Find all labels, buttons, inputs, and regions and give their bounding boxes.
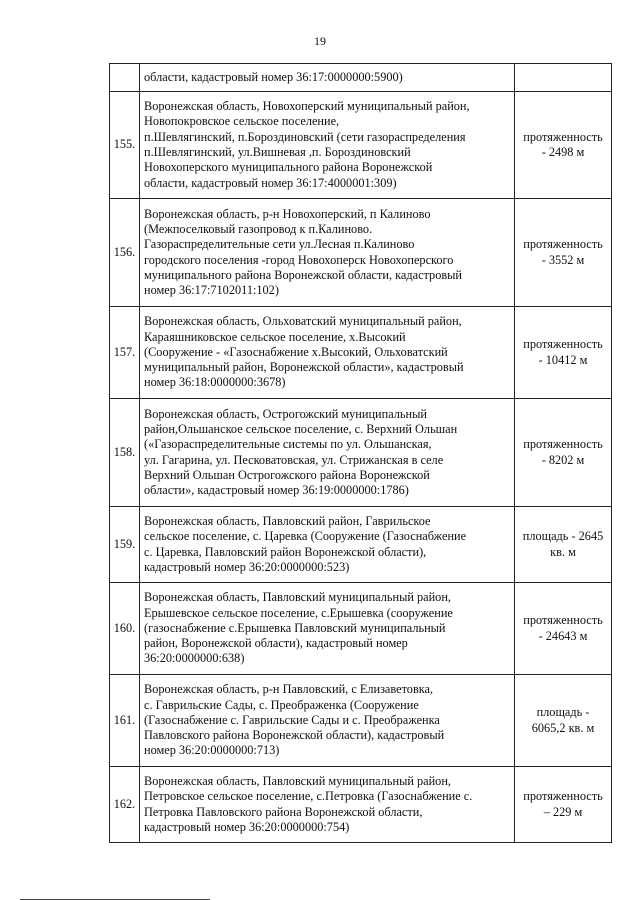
description-line: район, Воронежской области), кадастровый номер bbox=[144, 636, 408, 651]
object-measure bbox=[515, 675, 612, 767]
description-line: п.Шевлягинский, п.Бороздиновский (сети газораспределения bbox=[144, 129, 466, 144]
object-description bbox=[140, 64, 515, 92]
measure-line: протяженность bbox=[523, 437, 603, 452]
object-description bbox=[140, 583, 515, 675]
description-line: Петровка Павловского района Воронежской области, bbox=[144, 804, 423, 819]
row-number: 156. bbox=[110, 199, 140, 307]
description-line: с. Царевка, Павловский район Воронежской области), bbox=[144, 544, 427, 559]
page-number: 19 bbox=[314, 34, 326, 48]
description-line: Воронежская область, Ольховатский муниципальный район, bbox=[144, 314, 462, 329]
description-line: («Газораспределительные системы по ул. Ольшанская, bbox=[144, 437, 432, 452]
description-line: номер 36:20:0000000:713) bbox=[144, 743, 280, 758]
object-description bbox=[140, 399, 515, 507]
measure-line: протяженность bbox=[523, 129, 603, 144]
description-line: области, кадастровый номер 36:17:0000000:5900) bbox=[144, 69, 403, 84]
object-description bbox=[140, 675, 515, 767]
object-measure bbox=[515, 92, 612, 199]
measure-line: протяженность bbox=[523, 337, 603, 352]
description-line: 36:20:0000000:638) bbox=[144, 651, 245, 666]
measure-line: - 3552 м bbox=[541, 252, 585, 267]
description-line: район,Ольшанское сельское поселение, с. Верхний Ольшан bbox=[144, 421, 458, 436]
object-measure bbox=[515, 507, 612, 583]
row-number: 161. bbox=[110, 675, 140, 767]
object-description bbox=[140, 92, 515, 199]
measure-line: протяженность bbox=[523, 237, 603, 252]
description-line: (газоснабжение с.Ерышевка Павловский муниципальный bbox=[144, 620, 446, 635]
row-number: 157. bbox=[110, 307, 140, 399]
row-number: 160. bbox=[110, 583, 140, 675]
measure-line: – 229 м bbox=[543, 804, 583, 819]
description-line: Газораспределительные сети ул.Лесная п.Калиново bbox=[144, 237, 415, 252]
description-line: городского поселения -город Новохоперск Новохоперского bbox=[144, 252, 454, 267]
object-measure bbox=[515, 64, 612, 92]
table-row bbox=[110, 507, 612, 583]
description-line: (Межпоселковый газопровод к п.Калиново. bbox=[144, 221, 373, 236]
description-line: Воронежская область, р-н Новохоперский, п Калиново bbox=[144, 206, 431, 221]
row-number: 162. bbox=[110, 767, 140, 843]
description-line: муниципальный район, Воронежской области», кадастровый bbox=[144, 360, 464, 375]
object-measure bbox=[515, 399, 612, 507]
description-line: Новохоперского муниципального района Воронежской bbox=[144, 160, 433, 175]
description-line: (Сооружение - «Газоснабжение х.Высокий, Ольховатский bbox=[144, 344, 448, 359]
measure-line: кв. м bbox=[550, 544, 576, 559]
row-number: 155. bbox=[110, 92, 140, 199]
object-description bbox=[140, 307, 515, 399]
description-line: Воронежская область, Павловский муниципальный район, bbox=[144, 773, 451, 788]
table-body bbox=[110, 64, 612, 843]
description-line: Воронежская область, Острогожский муниципальный bbox=[144, 406, 427, 421]
object-measure bbox=[515, 199, 612, 307]
description-line: Воронежская область, Новохоперский муниципальный район, bbox=[144, 99, 470, 114]
description-line: (Газоснабжение с. Гаврильские Сады и с. Преображенка bbox=[144, 712, 440, 727]
measure-line: 6065,2 кв. м bbox=[531, 720, 595, 735]
measure-line: - 2498 м bbox=[541, 145, 585, 159]
measure-line: протяженность bbox=[523, 613, 603, 628]
measure-line: протяженность bbox=[523, 789, 603, 804]
description-line: кадастровый номер 36:20:0000000:754) bbox=[144, 819, 350, 834]
table-row bbox=[110, 307, 612, 399]
measure-line: - 24643 м bbox=[538, 628, 588, 643]
description-line: ул. Гагарина, ул. Песковатовская, ул. Стрижанская в селе bbox=[144, 452, 444, 467]
object-measure bbox=[515, 307, 612, 399]
row-number: 158. bbox=[110, 399, 140, 507]
description-line: области, кадастровый номер 36:17:4000001:309) bbox=[144, 175, 397, 190]
row-number: 159. bbox=[110, 507, 140, 583]
object-measure bbox=[515, 767, 612, 843]
table-row bbox=[110, 64, 612, 92]
table-row bbox=[110, 767, 612, 843]
description-line: Павловского района Воронежской области), кадастровый bbox=[144, 728, 445, 743]
table-row bbox=[110, 583, 612, 675]
row-number bbox=[110, 64, 140, 92]
description-line: области», кадастровый номер 36:19:0000000:1786) bbox=[144, 483, 409, 498]
description-line: Воронежская область, р-н Павловский, с Елизаветовка, bbox=[144, 682, 434, 697]
description-line: Воронежская область, Павловский район, Гаврильское bbox=[144, 513, 431, 528]
measure-line: - 10412 м bbox=[538, 352, 588, 367]
description-line: п.Шевлягинский, ул.Вишневая ,п. Бороздиновский bbox=[144, 145, 411, 159]
measure-line: площадь - bbox=[536, 705, 590, 720]
description-line: муниципального района Воронежской области, кадастровый bbox=[144, 267, 462, 282]
measure-line: площадь - 2645 bbox=[522, 529, 604, 544]
table-row bbox=[110, 92, 612, 199]
measure-line: - 8202 м bbox=[541, 452, 585, 467]
description-line: номер 36:17:7102011:102) bbox=[144, 283, 279, 298]
description-line: Ерышевское сельское поселение, с.Ерышевка (сооружение bbox=[144, 605, 453, 620]
description-line: сельское поселение, с. Царевка (Сооружение (Газоснабжение bbox=[144, 529, 467, 544]
description-line: Петровское сельское поселение, с.Петровка (Газоснабжение с. bbox=[144, 789, 473, 804]
object-measure bbox=[515, 583, 612, 675]
description-line: кадастровый номер 36:20:0000000:523) bbox=[144, 559, 350, 574]
table-row bbox=[110, 199, 612, 307]
description-line: Верхний Ольшан Острогожского района Воронежской bbox=[144, 467, 430, 482]
description-line: Новопокровское сельское поселение, bbox=[144, 114, 340, 129]
object-description bbox=[140, 507, 515, 583]
description-line: номер 36:18:0000000:3678) bbox=[144, 375, 286, 390]
objects-table bbox=[109, 63, 612, 843]
table-row bbox=[110, 675, 612, 767]
object-description bbox=[140, 767, 515, 843]
description-line: с. Гаврильские Сады, с. Преображенка (Сооружение bbox=[144, 697, 419, 712]
description-line: Воронежская область, Павловский муниципальный район, bbox=[144, 590, 451, 605]
description-line: Караяшниковское сельское поселение, х.Высокий bbox=[144, 329, 406, 344]
table-row bbox=[110, 399, 612, 507]
object-description bbox=[140, 199, 515, 307]
